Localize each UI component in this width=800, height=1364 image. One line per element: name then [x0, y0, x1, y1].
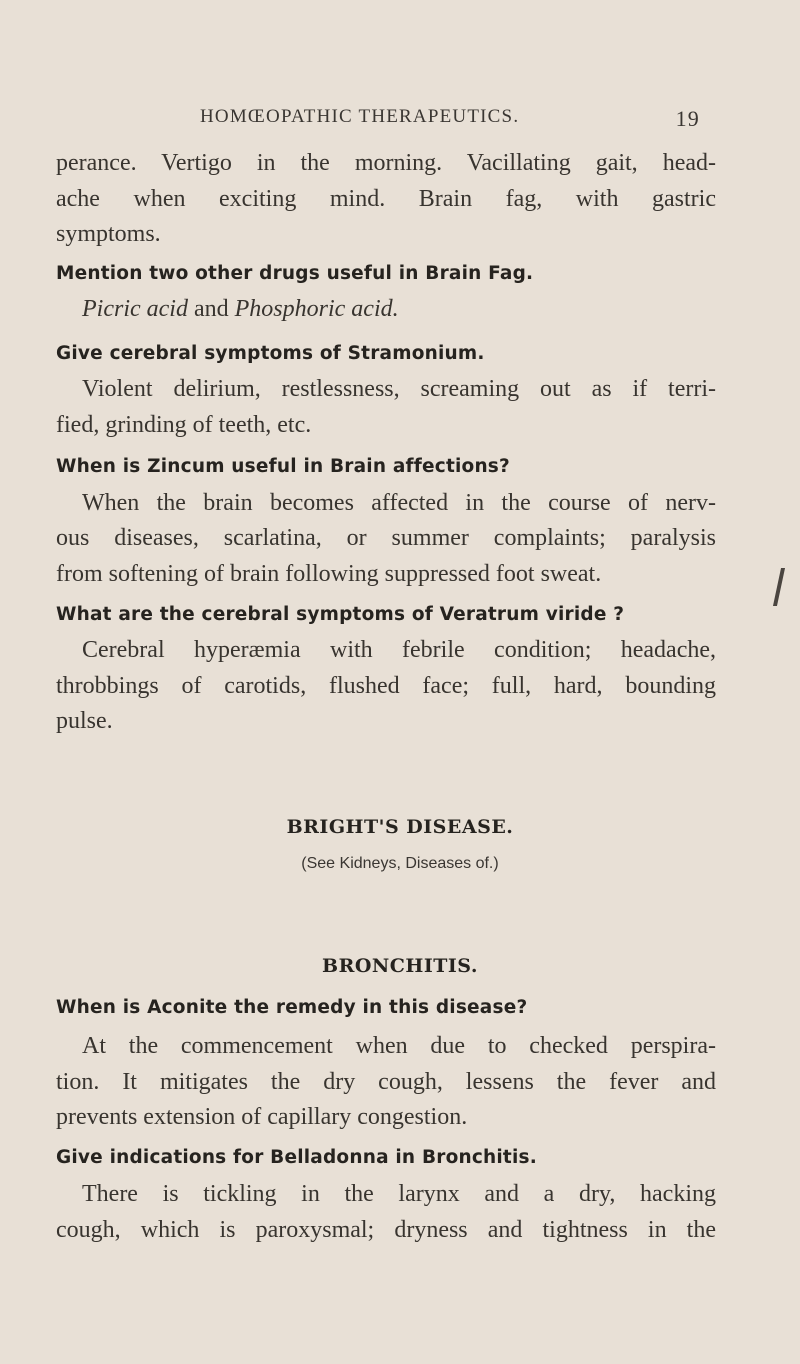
answer-line: ous diseases, scarlatina, or summer complaints; paralysis	[56, 525, 716, 551]
drug-name: Picric acid	[82, 296, 188, 322]
question-heading: Give cerebral symptoms of Stramonium.	[56, 343, 485, 364]
answer-line: Violent delirium, restlessness, screaming out as if terri-	[82, 376, 716, 402]
answer-line: When the brain becomes affected in the course of nerv-	[82, 490, 716, 516]
answer-line: from softening of brain following suppressed foot sweat.	[56, 561, 602, 587]
question-heading: Give indications for Belladonna in Bronchitis.	[56, 1147, 537, 1168]
answer-line: At the commencement when due to checked perspira-	[82, 1033, 716, 1059]
cross-reference: (See Kidneys, Diseases of.)	[301, 855, 499, 872]
answer-line: There is tickling in the larynx and a dry, hacking	[82, 1181, 716, 1207]
answer-line: throbbings of carotids, flushed face; full, hard, bounding	[56, 673, 716, 699]
question-heading: When is Zincum useful in Brain affections?	[56, 456, 510, 477]
text-line: perance. Vertigo in the morning. Vacillating gait, head-	[56, 150, 716, 176]
answer-line	[82, 296, 742, 323]
answer-line: prevents extension of capillary congestion.	[56, 1104, 468, 1130]
answer-line: cough, which is paroxysmal; dryness and tightness in the	[56, 1217, 716, 1243]
drug-name: Phosphoric acid.	[234, 296, 399, 322]
answer-line: Cerebral hyperæmia with febrile condition; headache,	[82, 637, 716, 663]
question-heading: Mention two other drugs useful in Brain Fag.	[56, 263, 534, 284]
question-heading: When is Aconite the remedy in this disease?	[56, 997, 528, 1018]
text-line: symptoms.	[56, 221, 161, 247]
section-title: BRONCHITIS.	[322, 955, 478, 977]
answer-line: pulse.	[56, 708, 113, 734]
header-title: HOMŒOPATHIC THERAPEUTICS.	[200, 106, 520, 127]
answer-line: tion. It mitigates the dry cough, lessens the fever and	[56, 1069, 716, 1095]
answer-line: fied, grinding of teeth, etc.	[56, 412, 312, 438]
page-number: 19	[675, 106, 700, 131]
section-title: BRIGHT'S DISEASE.	[286, 816, 514, 838]
conjunction: and	[193, 296, 229, 322]
question-heading: What are the cerebral symptoms of Veratrum viride ?	[56, 604, 625, 625]
margin-mark	[773, 568, 785, 606]
text-line: ache when exciting mind. Brain fag, with gastric	[56, 186, 716, 212]
